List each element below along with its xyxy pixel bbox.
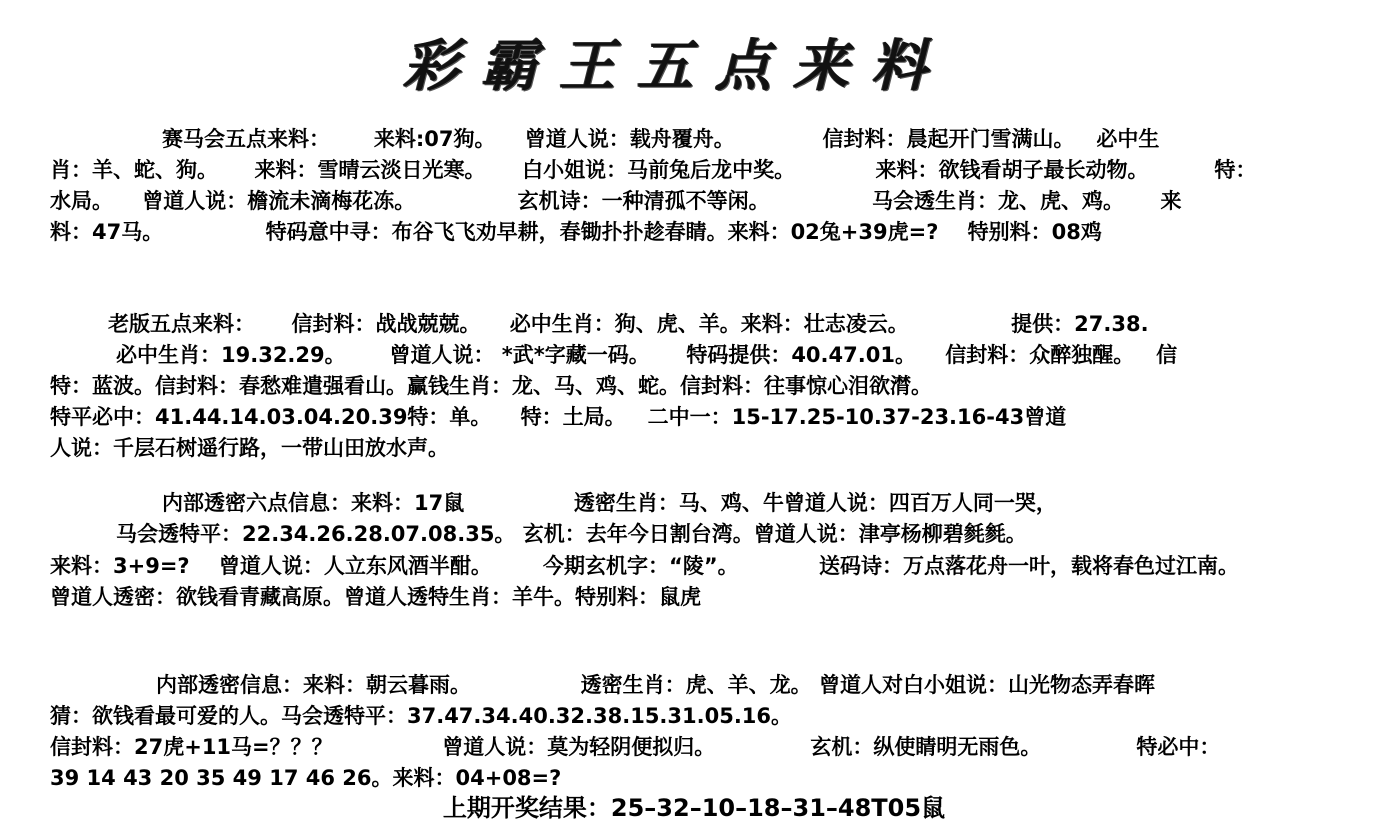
block4-line2: 猜：欲钱看最可爱的人。马会透特平：37.47.34.40.32.38.15.31.05.16。 xyxy=(50,704,793,728)
block3-line2: 马会透特平：22.34.26.28.07.08.35。 玄机：去年今日割台湾。曾道人说：津亭杨柳碧毵毵。 xyxy=(116,522,1027,546)
block1-line2: 肖：羊、蛇、狗。 来料：雪晴云淡日光寒。 白小姐说：马前兔后龙中奖。 来料：欲钱看胡子最长动物。 特： xyxy=(50,158,1257,182)
last-draw-result: 上期开奖结果：25–32–10–18–31–48T05鼠 xyxy=(442,794,946,822)
block2-line5: 人说：千层石树遥行路，一带山田放水声。 xyxy=(50,436,449,460)
block2-line4: 特平必中：41.44.14.03.04.20.39特：单。 特：土局。 二中一：15-17.25-10.37-23.16-43曾道 xyxy=(50,405,1067,429)
block2-line3: 特：蓝波。信封料：春愁难遣强看山。赢钱生肖：龙、马、鸡、蛇。信封料：往事惊心泪欲潸。 xyxy=(50,374,932,398)
block2-line1: 老版五点来料： 信封料：战战兢兢。 必中生肖：狗、虎、羊。来料：壮志凌云。 提供：27.38. xyxy=(108,312,1149,336)
block3-line1: 内部透密六点信息：来料：17鼠 透密生肖：马、鸡、牛曾道人说：四百万人同一哭， xyxy=(162,491,1057,515)
block4-line1: 内部透密信息：来料：朝云暮雨。 透密生肖：虎、羊、龙。 曾道人对白小姐说：山光物态弄春晖 xyxy=(156,673,1155,697)
block1-line3: 水局。 曾道人说：檐流未滴梅花冻。 玄机诗：一种清孤不等闲。 马会透生肖：龙、虎、鸡。 来 xyxy=(50,189,1182,213)
block1-line1: 赛马会五点来料： 来料:07狗。 曾道人说：载舟覆舟。 信封料：晨起开门雪满山。 必中生 xyxy=(162,127,1160,151)
block3-line4: 曾道人透密：欲钱看青藏高原。曾道人透特生肖：羊牛。特别料：鼠虎 xyxy=(50,585,701,609)
block4-line3: 信封料：27虎+11马=？？？ 曾道人说：莫为轻阴便拟归。 玄机：纵使睛明无雨色。 特必中： xyxy=(50,735,1221,759)
page-title: 彩霸王五点来料 xyxy=(403,33,949,99)
block4-line4: 39 14 43 20 35 49 17 46 26。来料：04+08=? xyxy=(50,766,562,790)
block3-line3: 来料：3+9=? 曾道人说：人立东风酒半酣。 今期玄机字：“陵”。 送码诗：万点落花舟一叶，载将春色过江南。 xyxy=(50,554,1240,578)
block2-line2: 必中生肖：19.32.29。 曾道人说： *武*字藏一码。 特码提供：40.47.01。 信封料：众醉独醒。 信 xyxy=(116,343,1178,367)
block1-line4: 料：47马。 特码意中寻：布谷飞飞劝早耕，春锄扑扑趁春睛。来料：02兔+39虎=? 特别料：08鸡 xyxy=(50,220,1102,244)
